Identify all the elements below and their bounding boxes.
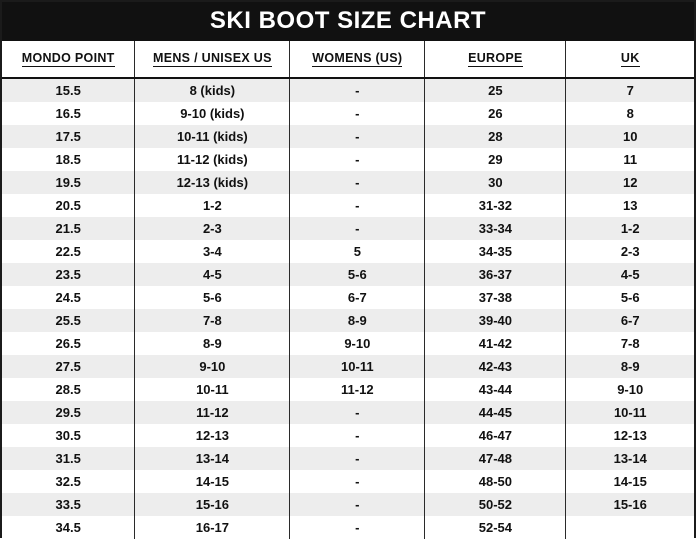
cell-europe: 30 [425,171,566,194]
cell-womens-us: - [290,171,425,194]
cell-uk: 13 [566,194,694,217]
table-row [2,171,694,194]
table-row [2,263,694,286]
table-row [2,148,694,171]
cell-uk: 10-11 [566,401,694,424]
cell-europe: 31-32 [425,194,566,217]
cell-uk: 14-15 [566,470,694,493]
cell-mondo-point: 20.5 [2,194,135,217]
cell-womens-us: 5 [290,240,425,263]
cell-womens-us: - [290,516,425,539]
cell-mens-unisex-us: 8-9 [135,332,290,355]
table-row [2,516,694,539]
cell-mondo-point: 30.5 [2,424,135,447]
column-header-mondo-point: MONDO POINT [2,41,135,78]
cell-europe: 41-42 [425,332,566,355]
cell-mondo-point: 25.5 [2,309,135,332]
cell-mens-unisex-us: 9-10 (kids) [135,102,290,125]
table-row [2,102,694,125]
cell-mondo-point: 32.5 [2,470,135,493]
cell-europe: 48-50 [425,470,566,493]
table-row [2,286,694,309]
table-row [2,125,694,148]
cell-mens-unisex-us: 11-12 [135,401,290,424]
cell-mens-unisex-us: 11-12 (kids) [135,148,290,171]
cell-mondo-point: 27.5 [2,355,135,378]
cell-europe: 26 [425,102,566,125]
cell-mondo-point: 28.5 [2,378,135,401]
cell-mondo-point: 23.5 [2,263,135,286]
cell-uk: 5-6 [566,286,694,309]
cell-europe: 28 [425,125,566,148]
column-header-europe: EUROPE [425,41,566,78]
cell-europe: 42-43 [425,355,566,378]
cell-mens-unisex-us: 13-14 [135,447,290,470]
table-row [2,309,694,332]
cell-womens-us: 10-11 [290,355,425,378]
cell-mondo-point: 34.5 [2,516,135,539]
cell-europe: 52-54 [425,516,566,539]
cell-womens-us: 8-9 [290,309,425,332]
cell-womens-us: - [290,194,425,217]
table-row [2,470,694,493]
cell-mondo-point: 16.5 [2,102,135,125]
cell-womens-us: - [290,125,425,148]
cell-europe: 44-45 [425,401,566,424]
cell-uk: 8-9 [566,355,694,378]
table-row [2,401,694,424]
cell-womens-us: - [290,447,425,470]
cell-europe: 29 [425,148,566,171]
table-row [2,447,694,470]
cell-europe: 33-34 [425,217,566,240]
cell-mens-unisex-us: 9-10 [135,355,290,378]
ski-boot-size-table [2,41,694,539]
cell-europe: 25 [425,78,566,102]
cell-mondo-point: 24.5 [2,286,135,309]
cell-uk [566,516,694,539]
cell-europe: 37-38 [425,286,566,309]
table-row [2,217,694,240]
cell-mondo-point: 17.5 [2,125,135,148]
cell-mondo-point: 29.5 [2,401,135,424]
cell-uk: 12-13 [566,424,694,447]
cell-mens-unisex-us: 10-11 [135,378,290,401]
cell-womens-us: - [290,148,425,171]
cell-uk: 13-14 [566,447,694,470]
table-row [2,194,694,217]
table-body [2,78,694,539]
cell-womens-us: 6-7 [290,286,425,309]
cell-mens-unisex-us: 14-15 [135,470,290,493]
cell-europe: 47-48 [425,447,566,470]
table-row [2,240,694,263]
table-header-row [2,41,694,78]
cell-uk: 9-10 [566,378,694,401]
cell-womens-us: - [290,401,425,424]
cell-womens-us: - [290,470,425,493]
cell-uk: 8 [566,102,694,125]
cell-womens-us: - [290,493,425,516]
column-header-uk: UK [566,41,694,78]
cell-uk: 7-8 [566,332,694,355]
page-title: SKI BOOT SIZE CHART [2,2,694,41]
cell-mondo-point: 21.5 [2,217,135,240]
cell-mens-unisex-us: 7-8 [135,309,290,332]
cell-mondo-point: 33.5 [2,493,135,516]
cell-mens-unisex-us: 12-13 [135,424,290,447]
cell-mens-unisex-us: 12-13 (kids) [135,171,290,194]
table-header [2,41,694,78]
cell-mens-unisex-us: 10-11 (kids) [135,125,290,148]
table-row [2,378,694,401]
cell-womens-us: - [290,102,425,125]
cell-mens-unisex-us: 1-2 [135,194,290,217]
cell-mondo-point: 26.5 [2,332,135,355]
cell-womens-us: - [290,217,425,240]
cell-uk: 10 [566,125,694,148]
cell-europe: 46-47 [425,424,566,447]
cell-uk: 4-5 [566,263,694,286]
cell-womens-us: 9-10 [290,332,425,355]
cell-mens-unisex-us: 16-17 [135,516,290,539]
cell-uk: 1-2 [566,217,694,240]
table-row [2,355,694,378]
cell-uk: 6-7 [566,309,694,332]
cell-mens-unisex-us: 3-4 [135,240,290,263]
cell-mondo-point: 22.5 [2,240,135,263]
cell-europe: 36-37 [425,263,566,286]
cell-mondo-point: 19.5 [2,171,135,194]
cell-uk: 15-16 [566,493,694,516]
cell-mondo-point: 18.5 [2,148,135,171]
cell-mondo-point: 31.5 [2,447,135,470]
cell-europe: 43-44 [425,378,566,401]
table-row [2,78,694,102]
table-row [2,424,694,447]
cell-womens-us: 5-6 [290,263,425,286]
cell-europe: 39-40 [425,309,566,332]
cell-mondo-point: 15.5 [2,78,135,102]
cell-europe: 34-35 [425,240,566,263]
cell-uk: 11 [566,148,694,171]
column-header-womens-us: WOMENS (US) [290,41,425,78]
column-header-mens-unisex-us: MENS / UNISEX US [135,41,290,78]
table-row [2,332,694,355]
cell-womens-us: - [290,424,425,447]
cell-mens-unisex-us: 4-5 [135,263,290,286]
cell-womens-us: 11-12 [290,378,425,401]
cell-uk: 12 [566,171,694,194]
cell-europe: 50-52 [425,493,566,516]
cell-mens-unisex-us: 8 (kids) [135,78,290,102]
cell-uk: 2-3 [566,240,694,263]
table-row [2,493,694,516]
cell-uk: 7 [566,78,694,102]
cell-mens-unisex-us: 5-6 [135,286,290,309]
cell-womens-us: - [290,78,425,102]
cell-mens-unisex-us: 15-16 [135,493,290,516]
cell-mens-unisex-us: 2-3 [135,217,290,240]
